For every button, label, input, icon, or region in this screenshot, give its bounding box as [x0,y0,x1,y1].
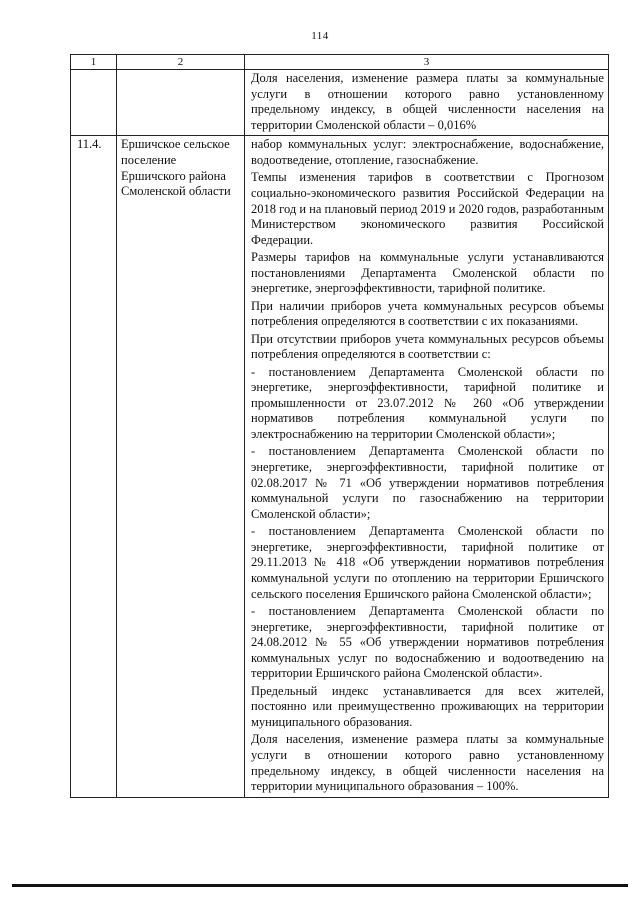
header-col-2: 2 [117,55,245,70]
header-col-1: 1 [71,55,117,70]
paragraph-population-share: Доля населения, изменение размера платы за коммунальные услуги в отношении которого равно установленному предельному индексу, в общей численности населения на территории муниципального образования – 100%. [251,732,604,794]
continued-number-cell [71,70,117,136]
paragraph-water-resolution: - постановлением Департамента Смоленской области по энергетике, энергоэффективности, тарифной политике от 24.08.2012 № 55 «Об утверждении нормативов потребления коммунальных услуг по водоснабжению и водоотведению на территории Ершичского района Смоленской области». [251,603,604,681]
row-number: 11.4. [71,136,117,797]
paragraph-electricity-resolution: - постановлением Департамента Смоленской области по энергетике, энергоэффективности, тарифной политике и промышленности от 23.07.2012 № 260 «Об утверждении нормативов потребления коммунальной услуги по электроснабжению на территории Смоленской области»; [251,364,604,442]
paragraph-gas-resolution: - постановлением Департамента Смоленской области по энергетике, энергоэффективности, тарифной политике от 02.08.2017 № 71 «Об утверждении нормативов потребления коммунальной услуги по газоснабжению на территории Смоленской области»; [251,444,604,521]
row-description [245,136,609,797]
table-row-11-4 [71,136,609,797]
paragraph-without-meters: При отсутствии приборов учета коммунальных ресурсов объемы потребления определяются в соответствии с: [251,331,604,362]
paragraph-tariff-rates: Темпы изменения тарифов в соответствии с Прогнозом социально-экономического развития Российской Федерации на 2018 год и на плановый период 2019 и 2020 годов, разработанным Министерством экономического развития Российской Федерации. [251,170,604,247]
settlement-name: Ершичское сельское поселение Ершичского района Смоленской области [117,136,245,797]
table-row-continued [71,70,609,136]
paragraph-heating-resolution: - постановлением Департамента Смоленской области по энергетике, энергоэффективности, тарифной политике от 29.11.2013 № 418 «Об утверждении нормативов потребления коммунальной услуги по отоплению на территории Ершичского сельского поселения Ершичского района Смоленской области»; [251,524,604,601]
page-number: 114 [311,30,329,42]
tariff-table [70,54,609,798]
paragraph-services: набор коммунальных услуг: электроснабжение, водоснабжение, водоотведение, отопление, газоснабжение. [251,137,604,167]
table-header-row [71,55,609,70]
bottom-divider [12,884,628,887]
continued-paragraph: Доля населения, изменение размера платы за коммунальные услуги в отношении которого равно установленному предельному индексу, в общей численности населения на территории Смоленской области – 0,016% [251,71,604,132]
paragraph-tariff-sizes: Размеры тарифов на коммунальные услуги устанавливаются постановлениями Департамента Смоленской области по энергетике, энергоэффективности, тарифной политике. [251,250,604,296]
header-col-3: 3 [245,55,609,70]
continued-text-cell [245,70,609,136]
continued-name-cell [117,70,245,136]
paragraph-index-scope: Предельный индекс устанавливается для всех жителей, постоянно или преимущественно проживающих на территории муниципального образования. [251,683,604,729]
paragraph-with-meters: При наличии приборов учета коммунальных ресурсов объемы потребления определяются в соответствии с их показаниями. [251,298,604,329]
